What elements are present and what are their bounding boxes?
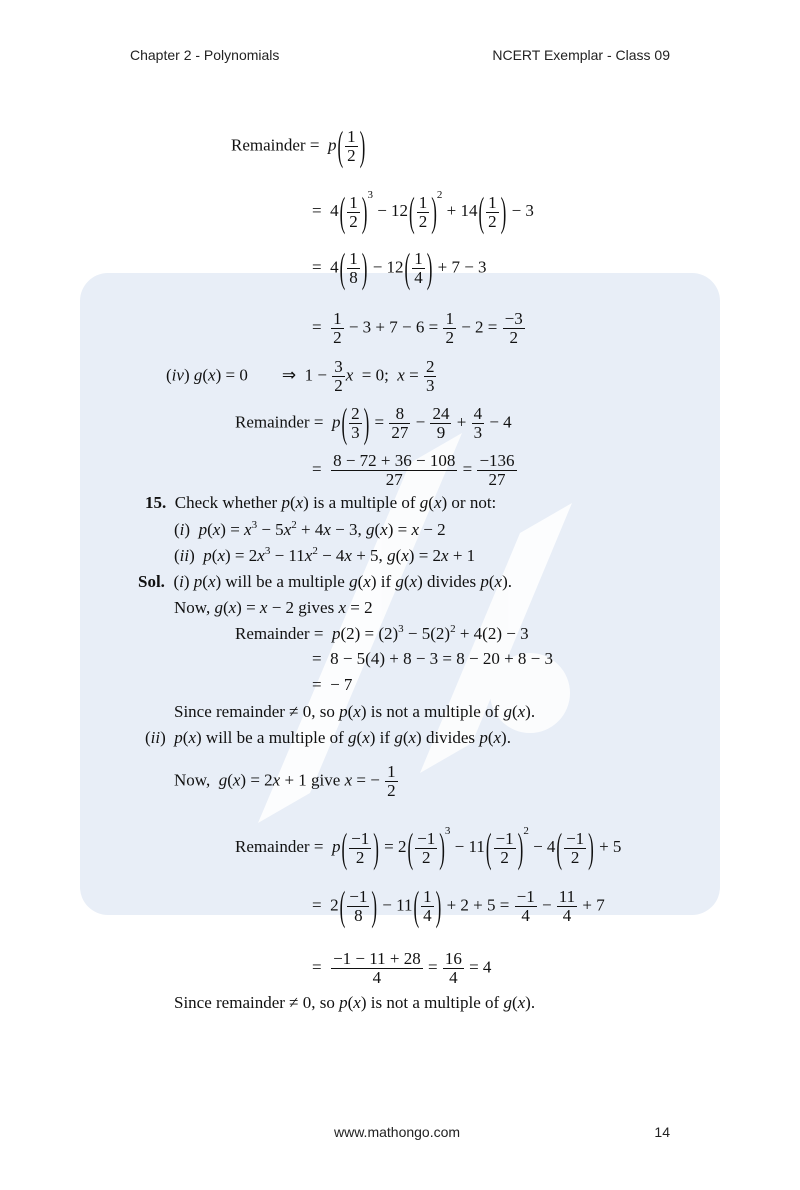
solution-part-ii-intro: (ii) p(x) will be a multiple of g(x) if g(x) divides p(x). xyxy=(145,728,511,747)
solution-part-ii-remainder: Remainder = p( $\frac{-1}{2}$ ) = 2( $\frac{-1}{2}$ )$^3$ − 11( $\frac{-1}{2}$ )$^2$ − 4( $\frac{-1}{2}$ ) + 5 xyxy=(235,825,622,871)
solution-part-ii-result: = $\frac{-1 - 11 + 28}{4}$ = $\frac{16}{4}$ = 4 xyxy=(312,949,492,987)
footer-page-number: 14 xyxy=(654,1124,670,1140)
math-line-remainder-p-half: Remainder = p( $\frac{1}{2}$ ) xyxy=(231,123,366,170)
question-15-part-ii: (ii) $p(x) = 2x^3 - 11x^2 - 4x + 5$, g(x) = 2x + 1 xyxy=(174,545,476,565)
math-line-substitution: = 4( $\frac{1}{2}$ )$^3$ − 12( $\frac{1}{2}$ )$^2$ + 14( $\frac{1}{2}$ ) − 3 xyxy=(312,189,534,235)
solution-part-i-intro: Sol. (i) p(x) will be a multiple g(x) if g(x) divides p(x). xyxy=(138,572,512,591)
solution-part-i-conclusion: Since remainder ≠ 0, so p(x) is not a multiple of g(x). xyxy=(174,702,536,721)
math-line-result-two-thirds: = $\frac{8 - 72 + 36 - 108}{27}$ = $\frac{-136}{27}$ xyxy=(312,451,515,489)
math-line-result-half: = $\frac{1}{2}$ − 3 + 7 − 6 = $\frac{1}{2}$ − 2 = $\frac{-3}{2}$ xyxy=(312,309,523,347)
question-15-part-i: (i) $p(x) = x^3 - 5x^2 + 4x - 3$, g(x) = x − 2 xyxy=(174,519,446,539)
solution-part-i-result: = − 7 xyxy=(312,675,353,694)
solution-part-i-step: = 8 − 5(4) + 8 − 3 = 8 − 20 + 8 − 3 xyxy=(312,649,554,668)
solution-part-i-root: Now, g(x) = x − 2 gives x = 2 xyxy=(174,598,373,617)
solution-part-ii-conclusion: Since remainder ≠ 0, so p(x) is not a multiple of g(x). xyxy=(174,993,536,1012)
math-line-part-iv: (iv) g(x) = 0 ⇒ 1 − $\frac{3}{2}$ x = 0; x = $\frac{2}{3}$ xyxy=(166,357,435,395)
math-line-powers: = 4( $\frac{1}{8}$ ) − 12( $\frac{1}{4}$ ) + 7 − 3 xyxy=(312,245,487,292)
header-book: NCERT Exemplar - Class 09 xyxy=(492,47,670,63)
solution-part-i-remainder: Remainder = $p(2) = (2)^3 - 5(2)^2 + 4(2) - 3$ xyxy=(235,623,529,643)
solution-part-ii-step: = 2( $\frac{-1}{8}$ ) − 11( $\frac{1}{4}$ ) + 2 + 5 = $\frac{-1}{4}$ − $\frac{11}{4}$ + 7 xyxy=(312,883,605,930)
footer-site-link[interactable]: www.mathongo.com xyxy=(334,1124,461,1140)
solution-part-ii-root: Now, g(x) = 2x + 1 give x = − $\frac{1}{2}$ xyxy=(174,762,396,800)
header-chapter: Chapter 2 - Polynomials xyxy=(130,47,280,63)
question-15-title: 15. Check whether p(x) is a multiple of g(x) or not: xyxy=(145,493,497,512)
math-line-remainder-p-two-thirds: Remainder = p( $\frac{2}{3}$ ) = $\frac{8}{27}$ − $\frac{24}{9}$ + $\frac{4}{3}$ − 4 xyxy=(235,400,512,447)
